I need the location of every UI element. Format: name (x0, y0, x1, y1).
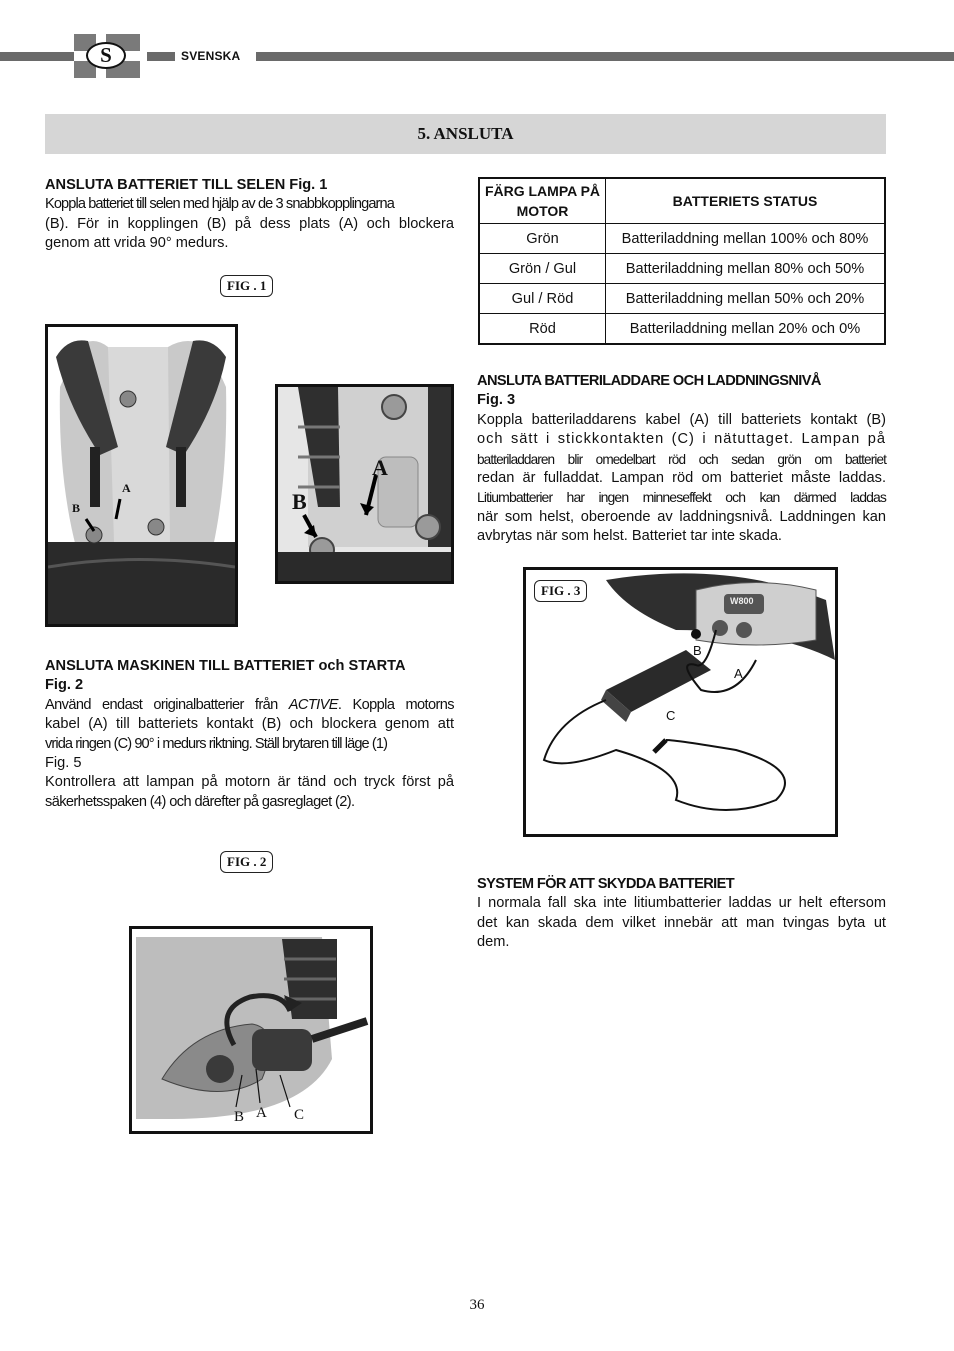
battery-status-table (478, 177, 886, 345)
machine-battery-line1-pre: Använd endast originalbatterier från (45, 696, 289, 713)
charger-line1: Koppla batteriladdarens kabel (A) till batteriets kontakt (B) (477, 411, 886, 428)
charger-line2: och sätt i stickkontakten (C) i nätuttaget. Lampan på (477, 431, 886, 448)
header-bar-right (256, 52, 954, 61)
machine-battery-section (45, 657, 454, 812)
fig1-left-label-b: B (72, 501, 81, 515)
table-row (479, 314, 885, 345)
language-label: SVENSKA (181, 49, 241, 63)
table-row (479, 254, 885, 284)
battery-harness-line1: Koppla batteriet till selen med hjälp av de 3 snabbkopplingarna (45, 196, 394, 213)
charger-line5: Litiumbatterier har ingen minneseffekt och kan därmed laddas (477, 489, 886, 506)
machine-battery-line3: vrida ringen (C) 90° i medurs riktning. Ställ brytaren till läge (1) (45, 735, 388, 752)
machine-battery-heading2: Fig. 2 (45, 677, 84, 694)
fig1-right-label-a: A (372, 455, 388, 480)
brand-name: ACTIVE (288, 696, 338, 713)
charger-line7: avbrytas när som helst. Batteriet tar inte skada. (477, 528, 782, 545)
fig2-connector-photo (129, 926, 373, 1134)
protection-section (477, 875, 886, 953)
table-row (479, 284, 885, 314)
battery-status-cell: Batteriladdning mellan 20% och 0% (606, 314, 886, 345)
charger-heading2: Fig. 3 (477, 392, 516, 409)
protection-line2: det kan skada dem vilket innebär att man tvingas byta ut (477, 914, 886, 931)
machine-battery-heading1: ANSLUTA MASKINEN TILL BATTERIET och STARTA (45, 658, 406, 674)
machine-battery-line1 (45, 696, 454, 715)
fig1-left-label-a: A (122, 481, 131, 495)
machine-battery-line6: säkerhetsspaken (4) och därefter på gasreglaget (2). (45, 793, 355, 810)
fig1-harness-photo (45, 324, 238, 627)
protection-heading: SYSTEM FÖR ATT SKYDDA BATTERIET (477, 876, 735, 892)
fig3-label-a: A (734, 666, 743, 681)
charger-line4: redan är fulladdat. Lampan röd om batteriet måste laddas. (477, 470, 886, 487)
charger-heading1: ANSLUTA BATTERILADDARE OCH LADDNINGSNIVÅ (477, 373, 821, 389)
fig1-label: FIG . 1 (220, 275, 273, 297)
battery-status-cell: Batteriladdning mellan 50% och 20% (606, 284, 886, 314)
charger-line6: när som helst, oberoende av laddningsnivå. Laddningen kan (477, 508, 886, 525)
machine-battery-line2: kabel (A) till batteriets kontakt (B) och blockera genom att (45, 716, 454, 733)
battery-harness-section (45, 176, 454, 254)
fig3-logo: W800 (730, 596, 754, 606)
header-battery-status: BATTERIETS STATUS (606, 178, 886, 224)
machine-battery-line1-post: . Koppla motorns (337, 696, 454, 713)
machine-battery-line4: Fig. 5 (45, 755, 82, 772)
table-header-row (479, 178, 885, 224)
fig1-closeup-photo (275, 384, 454, 584)
charger-illustration (526, 570, 835, 834)
fig2-label-b: B (234, 1109, 245, 1125)
language-flag-icon (74, 34, 140, 78)
battery-status-cell: Batteriladdning mellan 100% och 80% (606, 224, 886, 254)
charger-section (477, 372, 886, 547)
table-row (479, 224, 885, 254)
battery-harness-heading: ANSLUTA BATTERIET TILL SELEN Fig. 1 (45, 177, 328, 193)
connector-illustration (132, 929, 370, 1131)
battery-harness-line3: genom att vrida 90° medurs. (45, 235, 229, 252)
fig3-label-b: B (693, 643, 702, 658)
battery-status-cell: Batteriladdning mellan 80% och 50% (606, 254, 886, 284)
battery-harness-line2: (B). För in kopplingen (B) på dess plats (A) och blockera (45, 215, 454, 232)
fig3-charger-photo (523, 567, 838, 837)
fig2-label: FIG . 2 (220, 851, 273, 873)
lamp-color-cell: Grön (479, 224, 606, 254)
page-number: 36 (469, 1297, 485, 1313)
flag-letter: S (86, 42, 126, 69)
coupling-closeup-illustration (278, 387, 451, 581)
protection-line1: I normala fall ska inte litiumbatterier laddas ur helt eftersom (477, 895, 886, 912)
fig3-label: FIG . 3 (534, 580, 587, 602)
header-bar-left (0, 52, 74, 61)
harness-illustration (48, 327, 235, 624)
fig2-label-c: C (294, 1107, 305, 1123)
header-lamp-color: FÄRG LAMPA PÅ MOTOR (479, 178, 606, 224)
protection-line3: dem. (477, 934, 510, 951)
header-bar-mid (147, 52, 175, 61)
fig1-right-label-b: B (292, 489, 307, 514)
lamp-color-cell: Gul / Röd (479, 284, 606, 314)
lamp-color-cell: Röd (479, 314, 606, 345)
fig3-label-c: C (666, 708, 676, 723)
charger-line3: batteriladdaren blir omedelbart röd och sedan grön om batteriet (477, 451, 886, 467)
machine-battery-line5: Kontrollera att lampan på motorn är tänd och tryck först på (45, 774, 454, 791)
fig2-label-a: A (256, 1105, 267, 1121)
lamp-color-cell: Grön / Gul (479, 254, 606, 284)
section-title: 5. ANSLUTA (45, 114, 886, 154)
